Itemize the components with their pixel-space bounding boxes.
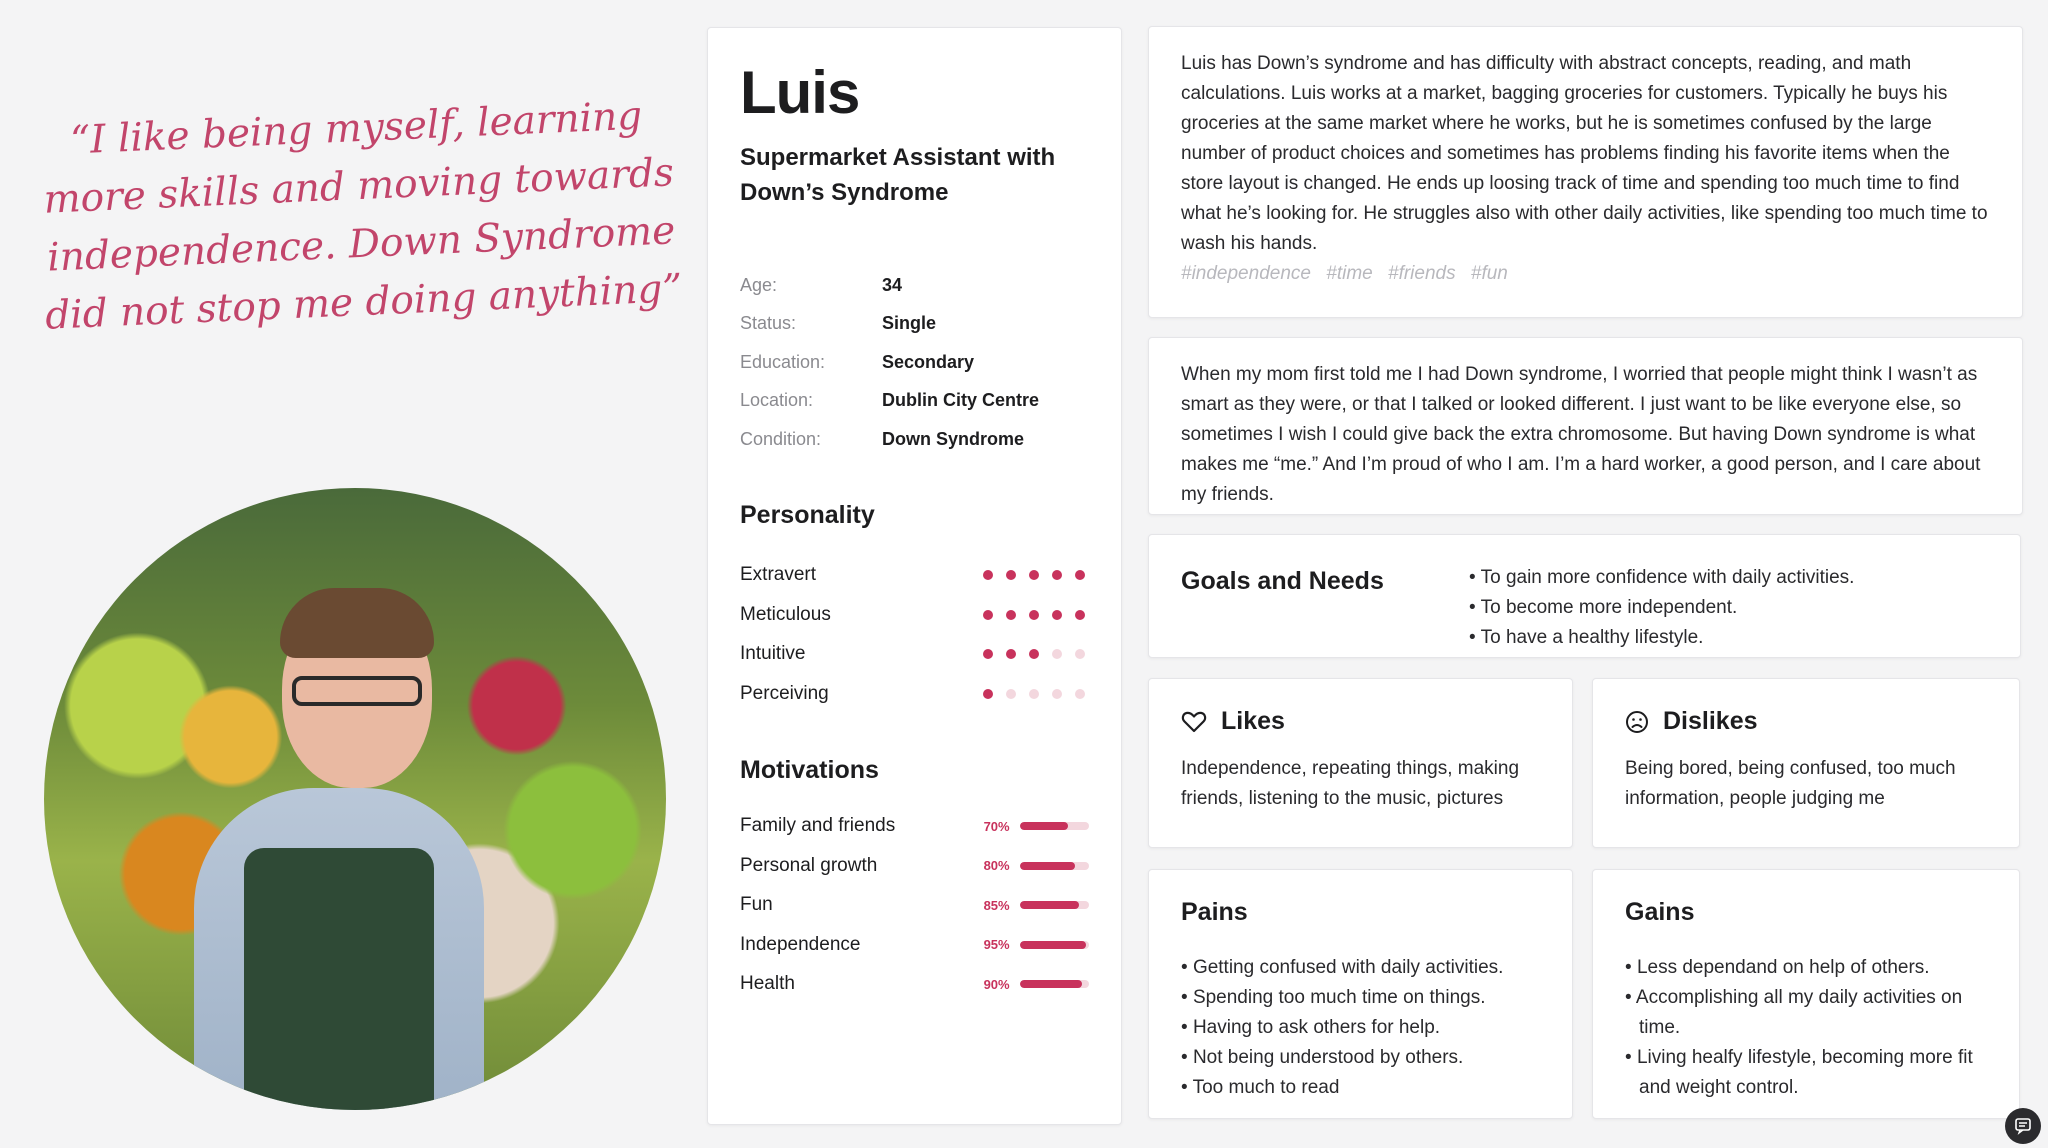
heart-icon <box>1181 710 1207 734</box>
rating-dot-empty <box>1006 689 1016 699</box>
pain-item: • Not being understood by others. <box>1181 1043 1540 1073</box>
rating-dot-filled <box>1006 570 1016 580</box>
fact-value: 34 <box>882 274 903 295</box>
motivations-list <box>740 807 1089 1005</box>
motivation-percent: 80% <box>983 858 1010 874</box>
personality-title: Personality <box>740 500 875 529</box>
gains-list <box>1625 953 1987 1103</box>
likes-header <box>1181 707 1540 736</box>
rating-dot-filled <box>983 649 993 659</box>
motivation-label: Family and friends <box>740 815 896 837</box>
motivation-label: Health <box>740 973 795 995</box>
tag: #independence <box>1181 263 1311 284</box>
motivation-bar-fill <box>1020 862 1076 870</box>
personality-row <box>740 635 1089 675</box>
motivation-row <box>740 846 1089 886</box>
personality-label: Meticulous <box>740 603 831 625</box>
rating-dot-filled <box>1052 570 1062 580</box>
personality-label: Extravert <box>740 564 817 586</box>
persona-quote: “I like being myself, learning more skills and moving towards independence. Down Syndrome did not stop me doing anything” <box>42 93 684 339</box>
fact-status <box>740 305 1089 344</box>
fact-label: Location: <box>740 390 814 411</box>
motivation-bar-fill <box>1020 822 1069 830</box>
motivation-label: Fun <box>740 894 773 916</box>
pain-item: • Spending too much time on things. <box>1181 983 1540 1013</box>
pains-card <box>1148 869 1573 1119</box>
photo-glasses <box>292 676 422 706</box>
rating-dot-filled <box>1006 610 1016 620</box>
fact-label: Condition: <box>740 428 822 449</box>
fact-value: Single <box>882 313 937 334</box>
pains-list <box>1181 953 1540 1103</box>
persona-name: Luis <box>740 59 860 126</box>
personality-row <box>740 595 1089 635</box>
fact-label: Education: <box>740 351 826 372</box>
rating-dot-filled <box>983 689 993 699</box>
motivation-bar <box>1020 980 1089 988</box>
motivation-bar-fill <box>1020 980 1082 988</box>
pains-title: Pains <box>1181 898 1248 926</box>
personality-label: Perceiving <box>740 682 829 704</box>
personality-dots <box>983 570 1085 580</box>
fact-condition <box>740 420 1089 459</box>
persona-photo <box>44 488 666 1110</box>
chat-button[interactable] <box>2005 1108 2041 1144</box>
rating-dot-empty <box>1075 649 1085 659</box>
goals-card <box>1148 534 2021 658</box>
profile-card <box>707 27 1122 1125</box>
motivation-bar <box>1020 901 1089 909</box>
motivation-label: Independence <box>740 933 861 955</box>
fact-value: Secondary <box>882 351 975 372</box>
motivation-row <box>740 925 1089 965</box>
personal-statement-card <box>1148 337 2023 515</box>
motivation-row <box>740 886 1089 926</box>
motivation-bar <box>1020 822 1089 830</box>
photo-hair <box>280 588 434 658</box>
rating-dot-filled <box>1029 610 1039 620</box>
rating-dot-filled <box>983 610 993 620</box>
motivation-percent: 90% <box>983 976 1010 992</box>
personality-row <box>740 674 1089 714</box>
fact-age <box>740 266 1089 305</box>
rating-dot-empty <box>1052 689 1062 699</box>
gain-item: • Living healfy lifestyle, becoming more fit and weight control. <box>1625 1043 1987 1103</box>
likes-title: Likes <box>1221 707 1285 735</box>
rating-dot-filled <box>1052 610 1062 620</box>
rating-dot-empty <box>1052 649 1062 659</box>
fact-value: Dublin City Centre <box>882 390 1040 411</box>
tag: #friends <box>1388 263 1456 284</box>
rating-dot-filled <box>1029 649 1039 659</box>
motivations-title: Motivations <box>740 755 879 784</box>
personality-label: Intuitive <box>740 643 806 665</box>
tag-list <box>1181 259 1990 289</box>
motivation-bar <box>1020 941 1089 949</box>
motivation-percent: 95% <box>983 937 1010 953</box>
fact-education <box>740 343 1089 382</box>
personality-dots <box>983 610 1085 620</box>
personality-dots <box>983 649 1085 659</box>
goal-item: • To have a healthy lifestyle. <box>1469 623 1854 653</box>
motivation-percent: 70% <box>983 818 1010 834</box>
fact-label: Age: <box>740 274 778 295</box>
pain-item: • Getting confused with daily activities. <box>1181 953 1540 983</box>
pain-item: • Too much to read <box>1181 1073 1540 1103</box>
motivation-bar-fill <box>1020 901 1079 909</box>
motivation-label: Personal growth <box>740 854 878 876</box>
dislikes-card <box>1592 678 2020 848</box>
motivation-bar <box>1020 862 1089 870</box>
motivation-percent: 85% <box>983 897 1010 913</box>
likes-text: Independence, repeating things, making friends, listening to the music, pictures <box>1181 758 1520 809</box>
rating-dot-filled <box>1029 570 1039 580</box>
gains-title: Gains <box>1625 898 1695 926</box>
persona-role: Supermarket Assistant with Down’s Syndrome <box>740 144 1056 206</box>
goals-title: Goals and Needs <box>1181 567 1384 595</box>
chat-icon <box>2013 1116 2033 1136</box>
tag: #time <box>1326 263 1373 284</box>
tag: #fun <box>1470 263 1508 284</box>
photo-apron <box>244 848 434 1110</box>
fact-value: Down Syndrome <box>882 428 1025 449</box>
rating-dot-filled <box>1006 649 1016 659</box>
gain-item: • Less dependand on help of others. <box>1625 953 1987 983</box>
facts-list <box>740 266 1089 459</box>
sad-face-icon <box>1625 710 1649 734</box>
fact-location <box>740 382 1089 421</box>
dislikes-title: Dislikes <box>1663 707 1758 735</box>
motivation-row <box>740 965 1089 1005</box>
rating-dot-filled <box>983 570 993 580</box>
personality-row <box>740 556 1089 596</box>
motivation-row <box>740 807 1089 847</box>
personality-list <box>740 556 1089 714</box>
goal-item: • To gain more confidence with daily activities. <box>1469 563 1854 593</box>
rating-dot-empty <box>1029 689 1039 699</box>
rating-dot-filled <box>1075 610 1085 620</box>
bio-text: Luis has Down’s syndrome and has difficulty with abstract concepts, reading, and math calculations. Luis works at a market, bagging groceries for customers. Typically he buys his groceries at the same market where he works, but he is sometimes confused by the large number of product choices and sometimes has problems finding his favorite items when the store layout is changed. He ends up loosing track of time and spending too much time to find what he’s looking for. He struggles also with other daily activities, like spending too much time to wash his hands. <box>1181 53 1988 254</box>
goals-list <box>1469 563 1855 648</box>
personality-dots <box>983 689 1085 699</box>
rating-dot-empty <box>1075 689 1085 699</box>
dislikes-header <box>1625 707 1987 736</box>
dislikes-text: Being bored, being confused, too much information, people judging me <box>1625 758 1956 809</box>
likes-card <box>1148 678 1573 848</box>
gain-item: • Accomplishing all my daily activities on time. <box>1625 983 1987 1043</box>
personal-statement: When my mom first told me I had Down syndrome, I worried that people might think I wasn’t as smart as they were, or that I talked or looked different. I just want to be like everyone else, so sometimes I wish I could give back the extra chromosome. But having Down syndrome is what makes me “me.” And I’m proud of who I am. I’m a hard worker, a good person, and I care about my friends. <box>1181 364 1981 505</box>
fact-label: Status: <box>740 313 797 334</box>
bio-card <box>1148 26 2023 318</box>
goal-item: • To become more independent. <box>1469 593 1854 623</box>
gains-card <box>1592 869 2020 1119</box>
motivation-bar-fill <box>1020 941 1086 949</box>
pain-item: • Having to ask others for help. <box>1181 1013 1540 1043</box>
rating-dot-filled <box>1075 570 1085 580</box>
